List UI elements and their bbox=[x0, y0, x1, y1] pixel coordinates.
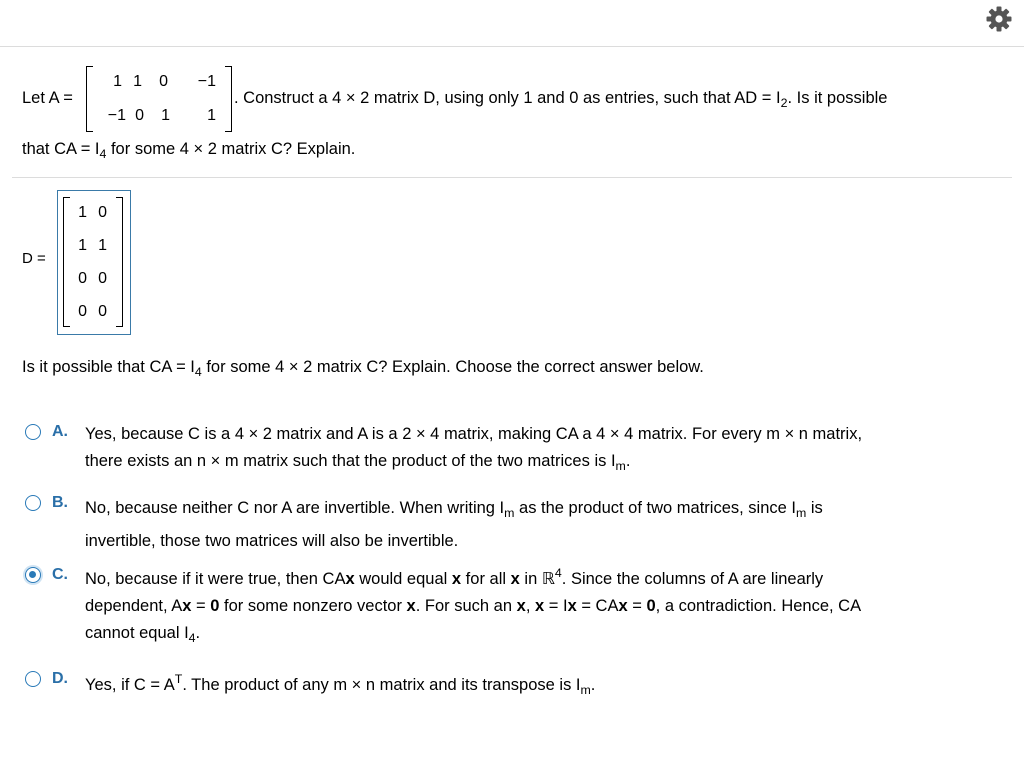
prompt-text: Is it possible that CA = $I_4$ for some 4 × 2 matrix C? Explain. Choose the correct answer below. bbox=[22, 358, 704, 379]
option-a-text[interactable]: Yes, because C is a 4 × 2 matrix and A is a 2 × 4 matrix, making CA a 4 × 4 matrix. For every m × n matrix, there exists an n × m matrix such that the product of the two matrices is $I_m$. bbox=[85, 425, 863, 473]
option-b-text[interactable]: No, because neither C nor A are invertible. When writing $I_m$ as the product of two matrices, since $I_m$ is invertible, those two matrices will also be invertible. bbox=[85, 499, 823, 550]
option-a-radio[interactable] bbox=[25, 424, 41, 440]
matrix-a-cell: 1 bbox=[207, 107, 216, 124]
matrix-a-cell: 0 bbox=[159, 73, 168, 90]
option-b-letter: B. bbox=[52, 494, 68, 511]
option-d-radio[interactable] bbox=[25, 671, 41, 687]
option-c-radio[interactable] bbox=[25, 567, 41, 583]
matrix-a-cell: 1 bbox=[161, 107, 170, 124]
matrix-a bbox=[86, 66, 232, 132]
option-b-radio[interactable] bbox=[25, 495, 41, 511]
matrix-d-cell[interactable]: 0 bbox=[78, 270, 87, 287]
matrix-d-cell[interactable]: 1 bbox=[78, 237, 87, 254]
option-d-letter: D. bbox=[52, 670, 68, 687]
matrix-d-cell[interactable]: 1 bbox=[78, 204, 87, 221]
matrix-d-cell[interactable]: 1 bbox=[98, 237, 107, 254]
question-line2: that CA = $I_4$ for some 4 × 2 matrix C? Explain. bbox=[22, 140, 356, 161]
matrix-a-cell: 0 bbox=[135, 107, 144, 124]
option-a-letter: A. bbox=[52, 423, 68, 440]
matrix-d-cell[interactable]: 0 bbox=[98, 303, 107, 320]
matrix-d-answer[interactable] bbox=[57, 190, 131, 335]
header-divider bbox=[0, 46, 1024, 47]
option-c-text[interactable]: No, because if it were true, then CAx would equal x for all x in ℝ$^4$. Since the columns of A are linearly dependent, Ax = 0 for some nonzero vector x. For such an x, x = Ix = CAx = 0, a contradiction. Hence, CA cannot equal $I_4$. bbox=[85, 566, 862, 645]
d-label: D = bbox=[22, 250, 46, 267]
matrix-a-cell: −1 bbox=[107, 107, 126, 124]
matrix-d-cell[interactable]: 0 bbox=[98, 270, 107, 287]
option-d-text[interactable]: Yes, if $C = A^T$. The product of any m × n matrix and its transpose is $I_m$. bbox=[85, 672, 596, 697]
matrix-a-cell: 1 bbox=[133, 73, 142, 90]
gear-icon[interactable] bbox=[985, 5, 1013, 33]
section-divider bbox=[12, 177, 1012, 178]
question-line1: . Construct a 4 × 2 matrix D, using only 1 and 0 as entries, such that AD = $I_2$. Is it possible bbox=[234, 89, 888, 110]
matrix-d-cell[interactable]: 0 bbox=[78, 303, 87, 320]
let-a-label: Let A = bbox=[22, 89, 73, 107]
matrix-d-cell[interactable]: 0 bbox=[98, 204, 107, 221]
option-c-letter: C. bbox=[52, 566, 68, 583]
matrix-a-cell: −1 bbox=[197, 73, 216, 90]
matrix-a-cell: 1 bbox=[113, 73, 122, 90]
